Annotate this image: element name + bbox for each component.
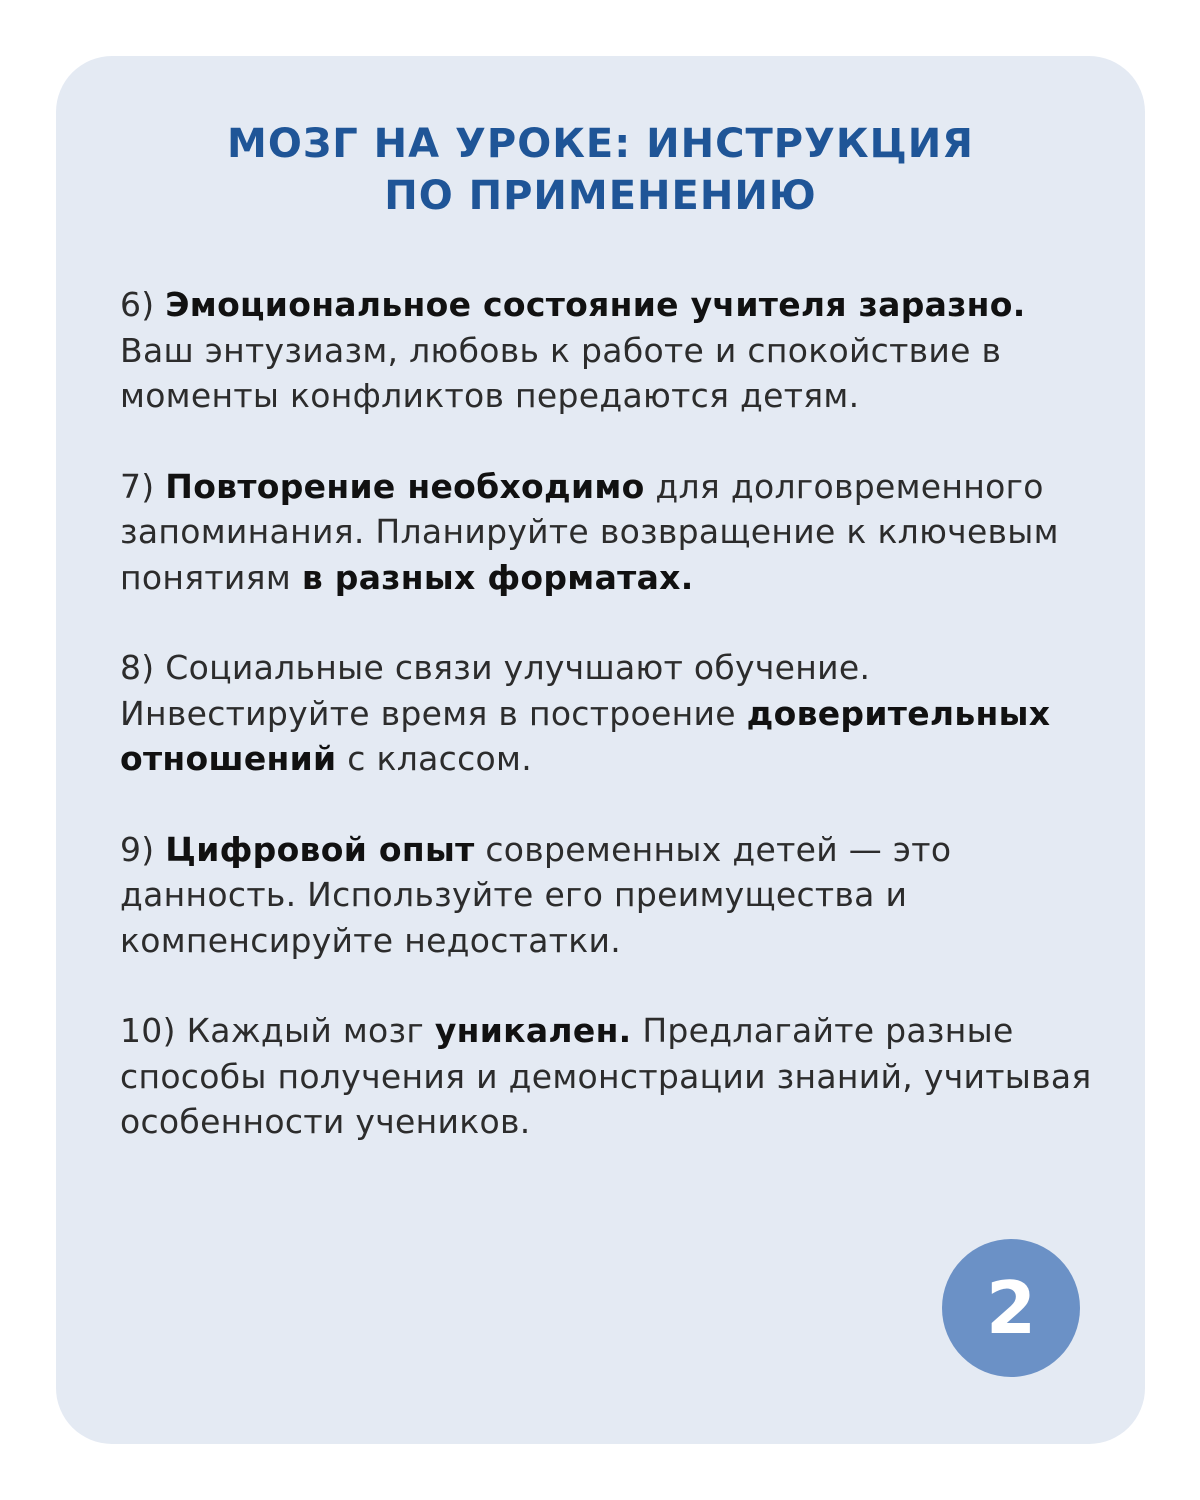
tip-text: Предлагайте разные способы получения и демонстрации знаний, учитывая особенности учеников. (120, 1011, 1092, 1141)
tips-list (120, 282, 1110, 1190)
tip-text: для долговременного запоминания. Планируйте возвращение к ключевым понятиям (120, 466, 1059, 597)
page-number-badge: 2 (942, 1239, 1080, 1377)
tip-number: 6) (120, 285, 155, 324)
tip-text: Социальные связи улучшают обучение. Инвестируйте время в построение (120, 648, 871, 733)
tip-number: 9) (120, 829, 155, 869)
tip-emphasis: Повторение необходимо (165, 466, 645, 506)
title-line-2: ПО ПРИМЕНЕНИЮ (384, 173, 817, 219)
content-card (56, 56, 1145, 1444)
tip-number: 7) (120, 466, 155, 506)
tip-text: современных детей — это данность. Используйте его преимущества и компенсируйте недостатки. (120, 829, 952, 960)
tip-emphasis: Цифровой опыт (165, 829, 475, 869)
title-line-1: МОЗГ НА УРОКЕ: ИНСТРУКЦИЯ (227, 121, 974, 167)
page-title (56, 118, 1145, 222)
tip-emphasis: доверительных отношений (120, 693, 1051, 778)
tip-text: с классом. (336, 739, 532, 778)
tip-emphasis: Эмоциональное состояние учителя заразно. (165, 285, 1026, 324)
tip-number: 10) (120, 1011, 176, 1050)
tip-emphasis: уникален. (434, 1011, 632, 1050)
tip-number: 8) (120, 648, 155, 687)
tip-text: Каждый мозг (186, 1011, 435, 1050)
tip-item (120, 464, 1110, 601)
tip-item (120, 282, 1110, 419)
tip-item (120, 645, 1110, 782)
tip-text: Ваш энтузиазм, любовь к работе и спокойствие в моменты конфликтов передаются детям. (120, 330, 1002, 415)
tip-emphasis: в разных форматах. (301, 557, 694, 597)
tip-item (120, 827, 1110, 964)
tip-item (120, 1008, 1110, 1145)
